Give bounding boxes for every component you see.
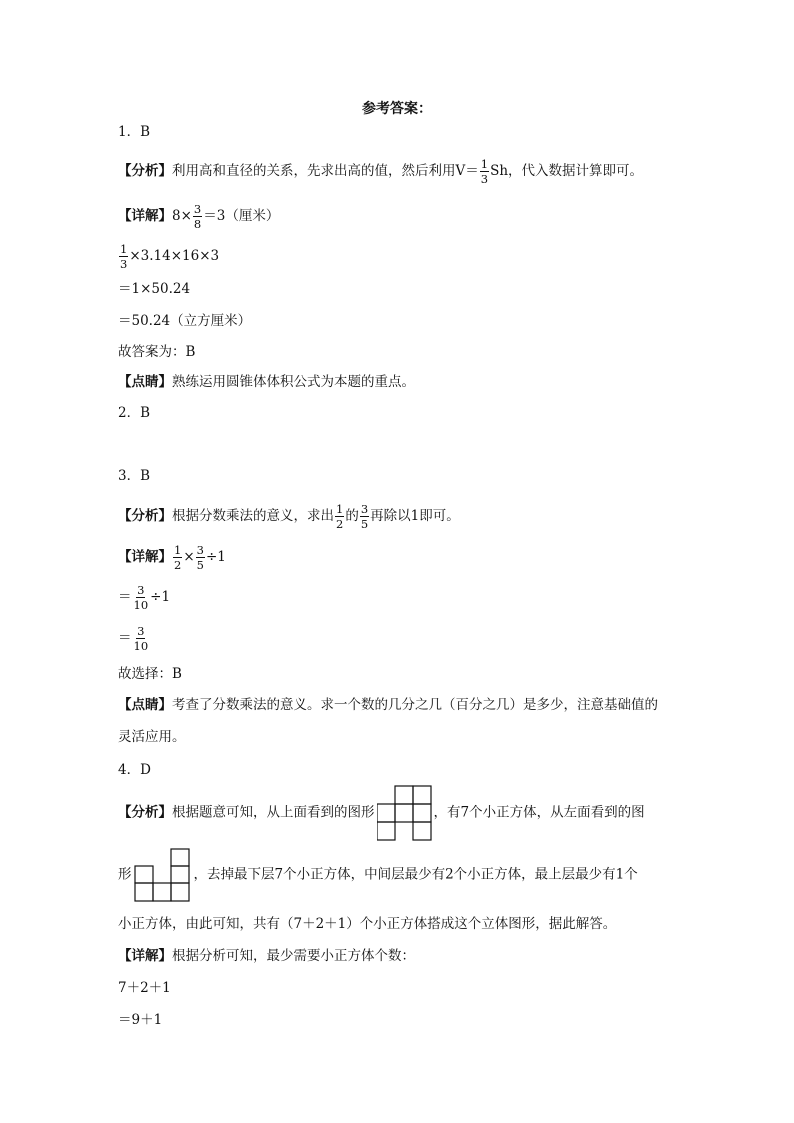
q3-solution-fraction-2: $\frac{3}{5}$ xyxy=(196,543,204,572)
q4-analysis-line-2: 形 ，去掉最下层7个小正方体，中间层最少有2个小正方体，最上层最少有1个 xyxy=(118,848,638,902)
q4-analysis-line-1: 【分析】根据题意可知，从上面看到的图形 ，有7个小正方体，从左面看到的图 xyxy=(118,785,645,841)
q3-step2-fraction: $\frac{3}{10}$ xyxy=(133,624,149,653)
q3-step-1: ＝ $\frac{3}{10}$ ÷1 xyxy=(118,583,171,612)
q1-step-1: $\frac{1}{3}$ ×3.14×16×3 xyxy=(120,242,220,271)
q3-answer: 故选择：B xyxy=(118,666,182,682)
q1-comment-tag: 【点睛】 xyxy=(118,374,172,390)
q4-solution-tag: 【详解】 xyxy=(118,948,172,964)
q1-solution: 【详解】8× $\frac{3}{8}$ ＝3（厘米） xyxy=(118,202,280,231)
q1-step-3: ＝50.24（立方厘米） xyxy=(118,313,252,329)
q3-analysis-tag: 【分析】 xyxy=(118,508,172,524)
q1-solution-tag: 【详解】 xyxy=(118,208,172,224)
q4-label: 4．D xyxy=(118,762,151,778)
q2-label: 2．B xyxy=(118,405,151,421)
q1-label: 1．B xyxy=(118,124,151,140)
q3-step1-fraction: $\frac{3}{10}$ xyxy=(133,583,149,612)
q3-step-2: ＝ $\frac{3}{10}$ xyxy=(118,624,149,653)
q4-analysis-tag: 【分析】 xyxy=(118,804,172,821)
page-title: 参考答案： xyxy=(362,101,432,117)
q3-analysis: 【分析】根据分数乘法的意义，求出 $\frac{1}{2}$ 的 $\frac{3}{5}$ 再除以1即可。 xyxy=(118,502,460,531)
q3-analysis-fraction-1: $\frac{1}{2}$ xyxy=(336,502,344,531)
q3-solution-tag: 【详解】 xyxy=(118,549,172,565)
q1-step-2: ＝1×50.24 xyxy=(118,281,191,297)
top-view-figure xyxy=(377,785,432,841)
left-view-figure xyxy=(134,848,190,902)
q1-answer: 故答案为：B xyxy=(118,344,196,360)
q1-step1-fraction: $\frac{1}{3}$ xyxy=(120,242,128,271)
q3-solution-fraction-1: $\frac{1}{2}$ xyxy=(174,543,182,572)
q3-comment-continued: 灵活应用。 xyxy=(118,729,186,745)
q1-analysis: 【分析】利用高和直径的关系，先求出高的值，然后利用V＝ $\frac{1}{3}$ Sh，代入数据计算即可。 xyxy=(118,157,644,186)
q4-step-2: ＝9＋1 xyxy=(118,1012,163,1028)
q1-analysis-fraction: $\frac{1}{3}$ xyxy=(480,157,489,186)
q1-comment: 【点睛】熟练运用圆锥体体积公式为本题的重点。 xyxy=(118,374,415,390)
q4-solution: 【详解】根据分析可知，最少需要小正方体个数： xyxy=(118,948,415,964)
q3-analysis-fraction-2: $\frac{3}{5}$ xyxy=(360,502,369,531)
q4-analysis-line-3: 小正方体，由此可知，共有（7＋2＋1）个小正方体搭成这个立体图形，据此解答。 xyxy=(118,916,617,932)
q3-label: 3．B xyxy=(118,468,151,484)
q4-step-1: 7＋2＋1 xyxy=(118,980,171,996)
q3-comment: 【点睛】考查了分数乘法的意义。求一个数的几分之几（百分之几）是多少，注意基础值的 xyxy=(118,697,658,713)
q1-solution-fraction: $\frac{3}{8}$ xyxy=(193,202,202,231)
q3-comment-tag: 【点睛】 xyxy=(118,697,172,713)
q1-analysis-tag: 【分析】 xyxy=(118,163,172,179)
q3-solution: 【详解】 $\frac{1}{2}$ × $\frac{3}{5}$ ÷1 xyxy=(118,543,226,572)
